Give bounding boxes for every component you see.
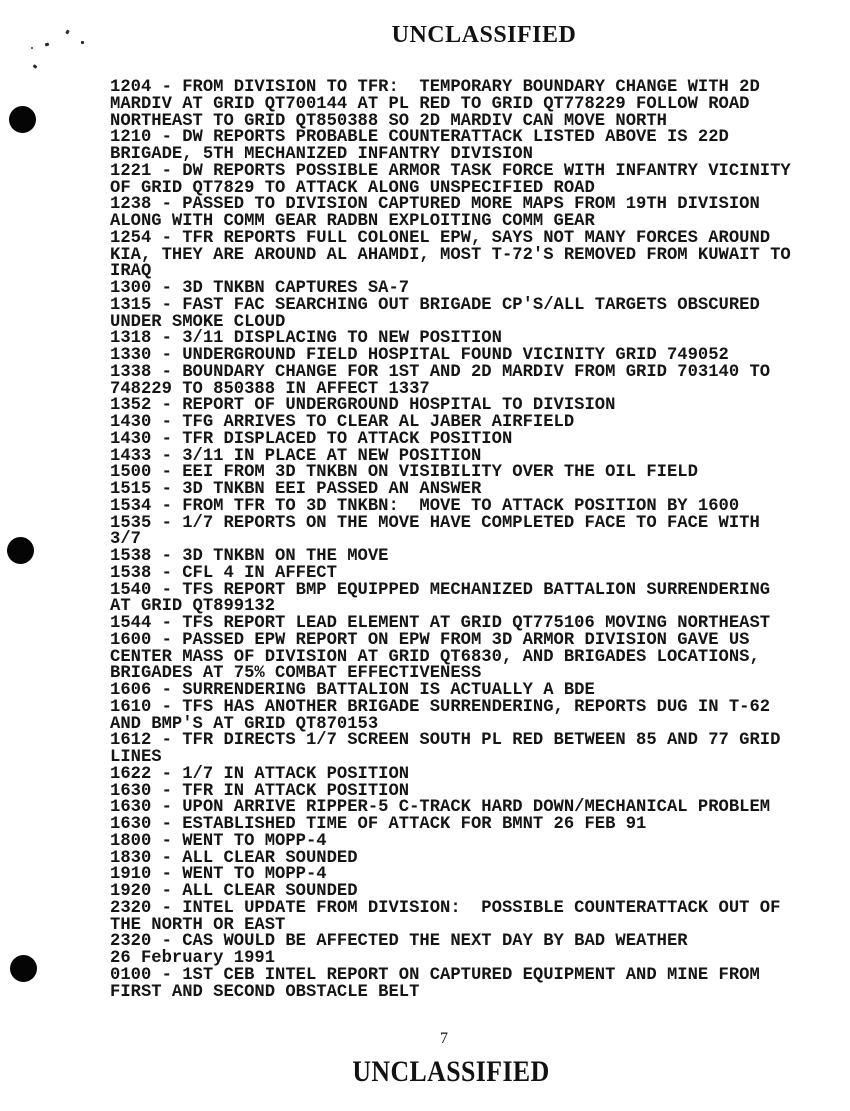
log-line: 1612 - TFR DIRECTS 1/7 SCREEN SOUTH PL RED BETWEEN 85 AND 77 GRID bbox=[110, 731, 781, 751]
log-line: 1920 - ALL CLEAR SOUNDED bbox=[110, 882, 358, 901]
log-line: 1630 - ESTABLISHED TIME OF ATTACK FOR BMNT 26 FEB 91 bbox=[110, 815, 647, 834]
scan-artifact bbox=[81, 41, 84, 44]
scan-artifact bbox=[45, 43, 50, 47]
log-line: 1830 - ALL CLEAR SOUNDED bbox=[110, 848, 358, 868]
log-line: OF GRID QT7829 TO ATTACK ALONG UNSPECIFIED ROAD bbox=[110, 178, 595, 198]
log-line: LINES bbox=[110, 748, 162, 767]
log-line: BRIGADES AT 75% COMBAT EFFECTIVENESS bbox=[110, 664, 482, 684]
page-number: 7 bbox=[440, 1030, 448, 1047]
log-line: 1610 - TFS HAS ANOTHER BRIGADE SURRENDERING, REPORTS DUG IN T-62 bbox=[110, 697, 771, 717]
hole-punch-icon bbox=[7, 537, 34, 564]
log-line: 1204 - FROM DIVISION TO TFR: TEMPORARY BOUNDARY CHANGE WITH 2D bbox=[110, 78, 760, 97]
log-line: CENTER MASS OF DIVISION AT GRID QT6830, AND BRIGADES LOCATIONS, bbox=[110, 647, 760, 667]
log-line: 1630 - TFR IN ATTACK POSITION bbox=[110, 781, 410, 801]
footer-classification bbox=[336, 1055, 565, 1089]
log-line: 1430 - TFR DISPLACED TO ATTACK POSITION bbox=[110, 429, 513, 449]
log-line: 1630 - UPON ARRIVE RIPPER-5 C-TRACK HARD DOWN/MECHANICAL PROBLEM bbox=[110, 798, 771, 818]
log-line: 1315 - FAST FAC SEARCHING OUT BRIGADE CP'S/ALL TARGETS OBSCURED bbox=[110, 295, 760, 315]
log-line: 1910 - WENT TO MOPP-4 bbox=[110, 865, 327, 885]
log-line: 1606 - SURRENDERING BATTALION IS ACTUALLY A BDE bbox=[110, 681, 595, 700]
log-line: 1318 - 3/11 DISPLACING TO NEW POSITION bbox=[110, 329, 502, 349]
log-line: UNDER SMOKE CLOUD bbox=[110, 312, 286, 332]
log-line: THE NORTH OR EAST bbox=[110, 915, 286, 935]
log-line: 1535 - 1/7 REPORTS ON THE MOVE HAVE COMPLETED FACE TO FACE WITH bbox=[110, 513, 760, 533]
log-line: MARDIV AT GRID QT700144 AT PL RED TO GRID QT778229 FOLLOW ROAD bbox=[110, 94, 750, 114]
log-line: 1538 - 3D TNKBN ON THE MOVE bbox=[110, 547, 389, 566]
log-line: 1538 - CFL 4 IN AFFECT bbox=[110, 563, 337, 583]
hole-punch-icon bbox=[10, 955, 37, 982]
log-line: 1210 - DW REPORTS PROBABLE COUNTERATTACK LISTED ABOVE IS 22D bbox=[110, 128, 729, 148]
log-line: 748229 TO 850388 IN AFFECT 1337 bbox=[110, 379, 430, 399]
log-text bbox=[110, 80, 810, 1001]
log-line: 1500 - EEI FROM 3D TNKBN ON VISIBILITY OVER THE OIL FIELD bbox=[110, 463, 698, 483]
log-line: KIA, THEY ARE AROUND AL AHAMDI, MOST T-72'S REMOVED FROM KUWAIT TO bbox=[110, 245, 791, 265]
log-line: 2320 - CAS WOULD BE AFFECTED THE NEXT DAY BY BAD WEATHER bbox=[110, 932, 688, 952]
log-line: FIRST AND SECOND OBSTACLE BELT bbox=[110, 982, 420, 1002]
log-line: 1330 - UNDERGROUND FIELD HOSPITAL FOUND VICINITY GRID 749052 bbox=[110, 346, 729, 365]
log-line: ALONG WITH COMM GEAR RADBN EXPLOITING COMM GEAR bbox=[110, 212, 595, 231]
footer-classification-label: UNCLASSIFIED bbox=[352, 1055, 550, 1088]
scan-artifact bbox=[33, 64, 38, 69]
log-line: 1800 - WENT TO MOPP-4 bbox=[110, 831, 327, 851]
log-line: AND BMP'S AT GRID QT870153 bbox=[110, 714, 379, 734]
log-line: 0100 - 1ST CEB INTEL REPORT ON CAPTURED EQUIPMENT AND MINE FROM bbox=[110, 965, 760, 985]
log-line: 1238 - PASSED TO DIVISION CAPTURED MORE MAPS FROM 19TH DIVISION bbox=[110, 195, 760, 215]
log-line: 1600 - PASSED EPW REPORT ON EPW FROM 3D ARMOR DIVISION GAVE US bbox=[110, 630, 750, 650]
log-line: NORTHEAST TO GRID QT850388 SO 2D MARDIV CAN MOVE NORTH bbox=[110, 111, 667, 131]
log-line: 1300 - 3D TNKBN CAPTURES SA-7 bbox=[110, 279, 410, 298]
hole-punch-icon bbox=[9, 106, 36, 133]
log-line: BRIGADE, 5TH MECHANIZED INFANTRY DIVISION bbox=[110, 145, 533, 164]
log-line: 1544 - TFS REPORT LEAD ELEMENT AT GRID QT775106 MOVING NORTHEAST bbox=[110, 614, 771, 633]
log-line: 26 February 1991 bbox=[110, 949, 276, 968]
log-line: 1221 - DW REPORTS POSSIBLE ARMOR TASK FORCE WITH INFANTRY VICINITY bbox=[110, 161, 791, 181]
log-line: 1622 - 1/7 IN ATTACK POSITION bbox=[110, 764, 410, 784]
log-line: 1352 - REPORT OF UNDERGROUND HOSPITAL TO DIVISION bbox=[110, 396, 616, 416]
log-line: 1254 - TFR REPORTS FULL COLONEL EPW, SAYS NOT MANY FORCES AROUND bbox=[110, 228, 771, 248]
log-line: 1430 - TFG ARRIVES TO CLEAR AL JABER AIRFIELD bbox=[110, 413, 575, 432]
log-line: 2320 - INTEL UPDATE FROM DIVISION: POSSIBLE COUNTERATTACK OUT OF bbox=[110, 898, 781, 918]
header-classification: UNCLASSIFIED bbox=[391, 22, 577, 48]
log-line: 1338 - BOUNDARY CHANGE FOR 1ST AND 2D MARDIV FROM GRID 703140 TO bbox=[110, 362, 771, 382]
log-line: 1540 - TFS REPORT BMP EQUIPPED MECHANIZED BATTALION SURRENDERING bbox=[110, 580, 771, 600]
log-line: 1534 - FROM TFR TO 3D TNKBN: MOVE TO ATTACK POSITION BY 1600 bbox=[110, 496, 740, 516]
log-line: 1515 - 3D TNKBN EEI PASSED AN ANSWER bbox=[110, 480, 482, 499]
log-line: 3/7 bbox=[110, 530, 141, 550]
log-line: 1433 - 3/11 IN PLACE AT NEW POSITION bbox=[110, 446, 482, 466]
log-line: AT GRID QT899132 bbox=[110, 597, 276, 617]
scan-artifact bbox=[65, 30, 70, 35]
scan-artifact bbox=[31, 47, 33, 49]
log-line: IRAQ bbox=[110, 262, 152, 282]
